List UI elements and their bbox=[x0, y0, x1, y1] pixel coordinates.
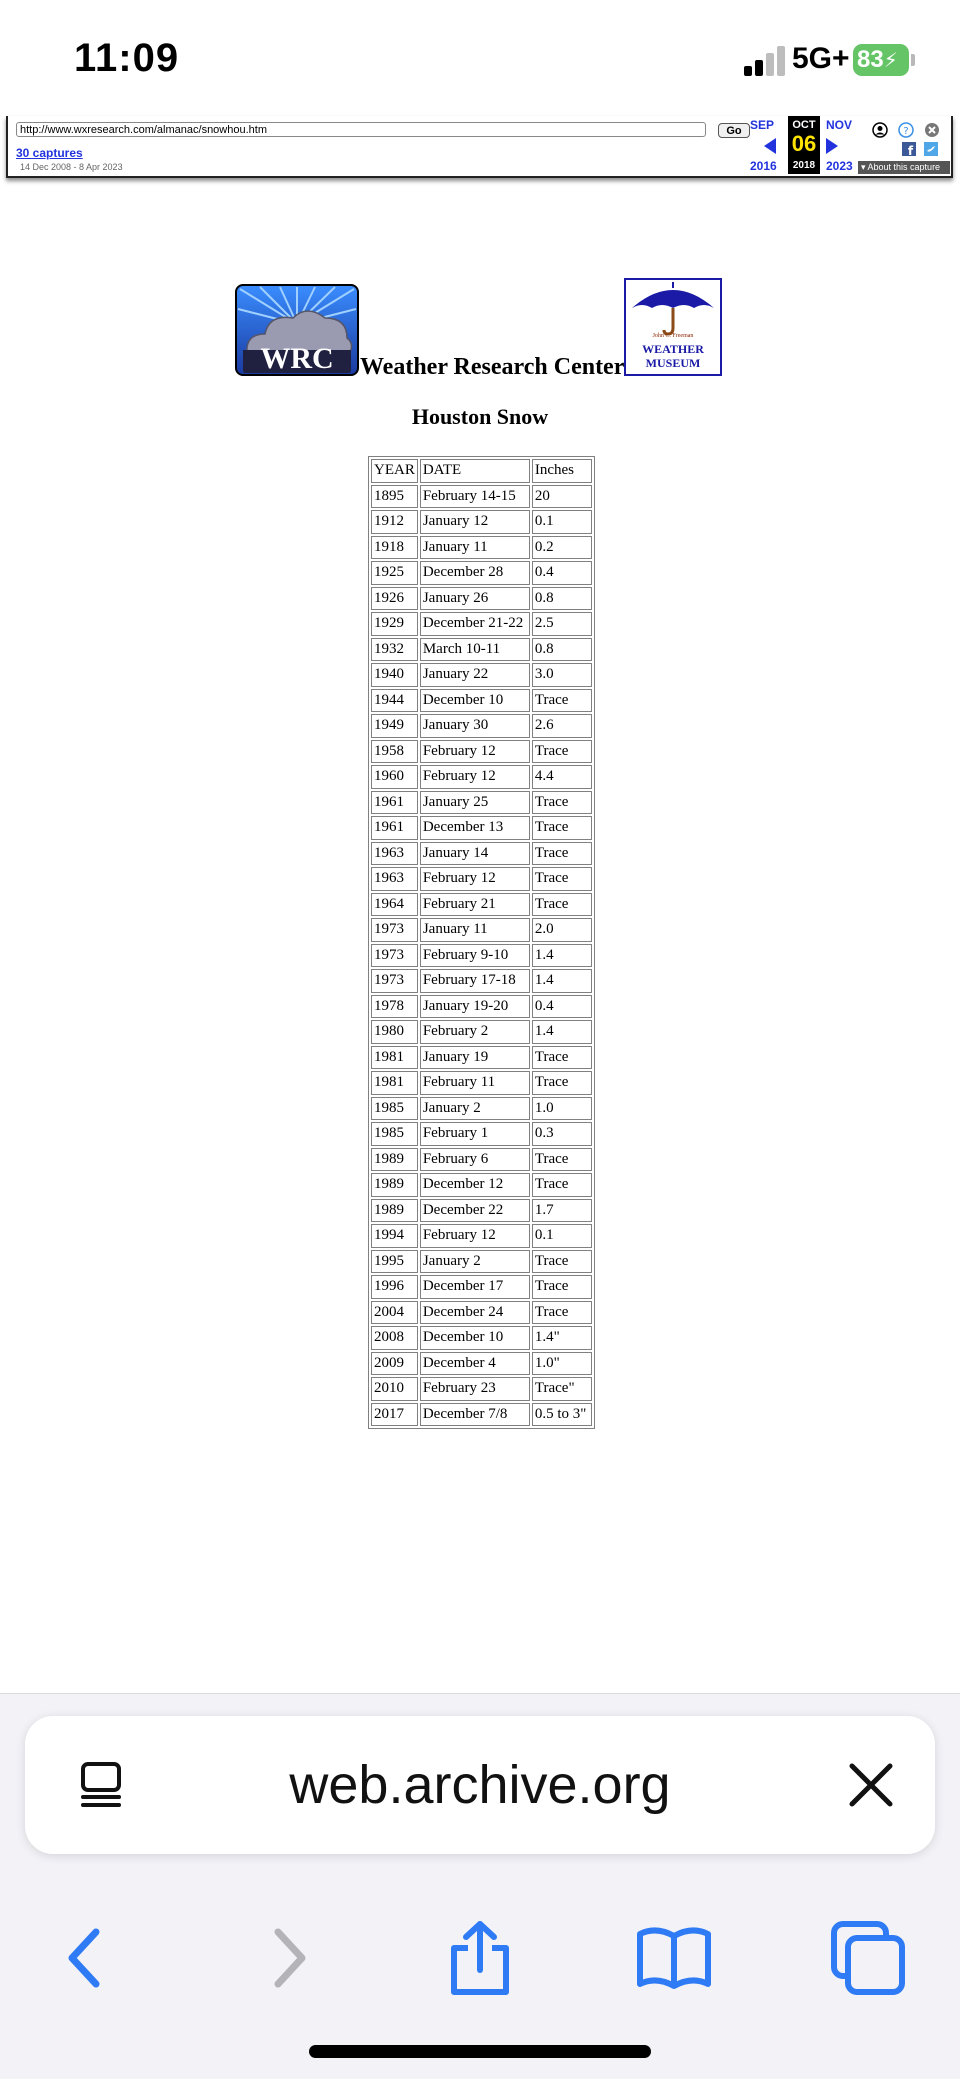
share-icon[interactable] bbox=[442, 1920, 518, 1996]
cell-date: February 21 bbox=[420, 893, 530, 917]
table-row bbox=[371, 944, 592, 968]
home-indicator bbox=[309, 2045, 651, 2058]
cell-date: February 23 bbox=[420, 1377, 530, 1401]
table-row bbox=[371, 536, 592, 560]
svg-text:f: f bbox=[907, 144, 914, 156]
cell-date: February 14-15 bbox=[420, 485, 530, 509]
cell-inches: Trace bbox=[532, 867, 592, 891]
cell-year: 1989 bbox=[371, 1199, 418, 1223]
battery-icon: 83⚡ bbox=[853, 44, 909, 76]
table-row bbox=[371, 485, 592, 509]
table-row bbox=[371, 1352, 592, 1376]
cell-year: 1961 bbox=[371, 816, 418, 840]
cell-year: 1989 bbox=[371, 1173, 418, 1197]
cell-date: December 10 bbox=[420, 689, 530, 713]
cell-date: January 22 bbox=[420, 663, 530, 687]
cell-inches: Trace bbox=[532, 893, 592, 917]
cell-year: 2009 bbox=[371, 1352, 418, 1376]
prev-capture-arrow-icon[interactable] bbox=[764, 138, 776, 154]
museum-logo-line2: MUSEUM bbox=[645, 356, 701, 370]
cell-date: February 12 bbox=[420, 765, 530, 789]
table-row bbox=[371, 561, 592, 585]
cell-year: 1989 bbox=[371, 1148, 418, 1172]
cellular-signal-icon bbox=[744, 46, 786, 76]
battery-tip bbox=[911, 54, 915, 66]
cell-inches: Trace bbox=[532, 689, 592, 713]
address-domain[interactable]: web.archive.org bbox=[289, 1755, 671, 1815]
next-capture-arrow-icon[interactable] bbox=[826, 138, 838, 154]
cell-year: 1994 bbox=[371, 1224, 418, 1248]
wayback-go-button[interactable]: Go bbox=[718, 123, 750, 138]
next-month-link[interactable]: NOV bbox=[826, 118, 853, 132]
table-row bbox=[371, 842, 592, 866]
network-type: 5G+ bbox=[792, 42, 850, 75]
header-date: DATE bbox=[420, 459, 530, 483]
cell-date: January 19-20 bbox=[420, 995, 530, 1019]
table-row bbox=[371, 1403, 592, 1427]
bookmarks-icon[interactable] bbox=[636, 1920, 712, 1996]
cell-inches: 20 bbox=[532, 485, 592, 509]
cell-year: 2004 bbox=[371, 1301, 418, 1325]
wrc-logo[interactable] bbox=[235, 284, 359, 376]
table-row bbox=[371, 1046, 592, 1070]
cell-year: 1926 bbox=[371, 587, 418, 611]
cell-date: December 10 bbox=[420, 1326, 530, 1350]
table-row bbox=[371, 1326, 592, 1350]
cell-date: December 22 bbox=[420, 1199, 530, 1223]
prev-year-link[interactable]: 2016 bbox=[750, 159, 777, 173]
cell-date: February 6 bbox=[420, 1148, 530, 1172]
cell-year: 1964 bbox=[371, 893, 418, 917]
cell-inches: 1.4 bbox=[532, 969, 592, 993]
wrc-logo-text: WRC bbox=[260, 342, 334, 375]
cell-date: February 12 bbox=[420, 867, 530, 891]
cell-date: December 7/8 bbox=[420, 1403, 530, 1427]
table-row bbox=[371, 918, 592, 942]
header-inches: Inches bbox=[532, 459, 592, 483]
back-icon[interactable] bbox=[48, 1920, 124, 1996]
cell-year: 1932 bbox=[371, 638, 418, 662]
cell-inches: 0.2 bbox=[532, 536, 592, 560]
cell-date: December 4 bbox=[420, 1352, 530, 1376]
cell-inches: 0.8 bbox=[532, 587, 592, 611]
table-row bbox=[371, 740, 592, 764]
cell-year: 1963 bbox=[371, 867, 418, 891]
cell-inches: Trace bbox=[532, 740, 592, 764]
twitter-icon[interactable] bbox=[924, 142, 938, 156]
cell-inches: 0.4 bbox=[532, 561, 592, 585]
cell-date: February 9-10 bbox=[420, 944, 530, 968]
cell-year: 1981 bbox=[371, 1046, 418, 1070]
museum-donor-text: John C. Freeman bbox=[652, 333, 694, 339]
table-header-row bbox=[371, 459, 592, 483]
table-row bbox=[371, 587, 592, 611]
cell-inches: 2.0 bbox=[532, 918, 592, 942]
cell-inches: 1.0" bbox=[532, 1352, 592, 1376]
cell-inches: Trace bbox=[532, 1148, 592, 1172]
table-row bbox=[371, 816, 592, 840]
cell-date: February 17-18 bbox=[420, 969, 530, 993]
cell-year: 1918 bbox=[371, 536, 418, 560]
cell-year: 1944 bbox=[371, 689, 418, 713]
cell-inches: Trace bbox=[532, 1301, 592, 1325]
help-icon[interactable] bbox=[898, 122, 914, 138]
address-bar[interactable] bbox=[25, 1716, 935, 1854]
close-toolbar-icon[interactable] bbox=[924, 122, 940, 138]
cell-year: 2010 bbox=[371, 1377, 418, 1401]
table-row bbox=[371, 1250, 592, 1274]
table-row bbox=[371, 638, 592, 662]
table-row bbox=[371, 1071, 592, 1095]
cell-year: 1940 bbox=[371, 663, 418, 687]
cell-inches: 1.4" bbox=[532, 1326, 592, 1350]
table-row bbox=[371, 689, 592, 713]
status-time: 11:09 bbox=[74, 36, 180, 80]
weather-museum-logo[interactable] bbox=[624, 278, 722, 376]
cell-date: January 11 bbox=[420, 918, 530, 942]
table-row bbox=[371, 1199, 592, 1223]
cell-year: 1925 bbox=[371, 561, 418, 585]
cell-inches: 1.7 bbox=[532, 1199, 592, 1223]
table-row bbox=[371, 1148, 592, 1172]
cell-date: December 24 bbox=[420, 1301, 530, 1325]
cell-inches: 2.6 bbox=[532, 714, 592, 738]
cell-year: 1973 bbox=[371, 969, 418, 993]
cell-year: 1963 bbox=[371, 842, 418, 866]
cell-year: 1949 bbox=[371, 714, 418, 738]
cell-inches: Trace bbox=[532, 1173, 592, 1197]
cell-year: 1895 bbox=[371, 485, 418, 509]
cell-date: December 21-22 bbox=[420, 612, 530, 636]
cell-date: January 2 bbox=[420, 1097, 530, 1121]
table-row bbox=[371, 1097, 592, 1121]
cell-inches: 0.1 bbox=[532, 510, 592, 534]
table-row bbox=[371, 1173, 592, 1197]
cell-year: 1985 bbox=[371, 1122, 418, 1146]
captures-link[interactable]: 30 captures bbox=[16, 146, 83, 160]
cell-year: 1985 bbox=[371, 1097, 418, 1121]
cell-inches: Trace bbox=[532, 1071, 592, 1095]
cell-date: December 12 bbox=[420, 1173, 530, 1197]
battery-level: 83 bbox=[857, 46, 884, 73]
cell-inches: 2.5 bbox=[532, 612, 592, 636]
cell-date: January 25 bbox=[420, 791, 530, 815]
table-row bbox=[371, 714, 592, 738]
houston-snow-table bbox=[368, 456, 595, 1429]
cell-inches: 0.3 bbox=[532, 1122, 592, 1146]
cell-inches: 0.4 bbox=[532, 995, 592, 1019]
cell-year: 1973 bbox=[371, 944, 418, 968]
close-icon[interactable] bbox=[846, 1760, 896, 1810]
cell-date: December 28 bbox=[420, 561, 530, 585]
wrc-logo-graphic bbox=[235, 284, 359, 376]
cell-inches: Trace" bbox=[532, 1377, 592, 1401]
table-row bbox=[371, 1377, 592, 1401]
cell-date: January 26 bbox=[420, 587, 530, 611]
cell-inches: 1.4 bbox=[532, 944, 592, 968]
table-row bbox=[371, 765, 592, 789]
cell-year: 1996 bbox=[371, 1275, 418, 1299]
cell-year: 1981 bbox=[371, 1071, 418, 1095]
cell-date: January 30 bbox=[420, 714, 530, 738]
cell-year: 2008 bbox=[371, 1326, 418, 1350]
cell-inches: 4.4 bbox=[532, 765, 592, 789]
cell-year: 1961 bbox=[371, 791, 418, 815]
cell-year: 1980 bbox=[371, 1020, 418, 1044]
cell-inches: 0.1 bbox=[532, 1224, 592, 1248]
user-account-icon[interactable] bbox=[872, 122, 888, 138]
cell-inches: Trace bbox=[532, 1046, 592, 1070]
cell-inches: Trace bbox=[532, 842, 592, 866]
svg-text:?: ? bbox=[903, 126, 909, 137]
table-row bbox=[371, 1122, 592, 1146]
cell-year: 1912 bbox=[371, 510, 418, 534]
wayback-url-input[interactable]: http://www.wxresearch.com/almanac/snowhou.htm bbox=[16, 122, 706, 137]
cell-date: February 12 bbox=[420, 740, 530, 764]
prev-month-link[interactable]: SEP bbox=[750, 118, 775, 132]
current-capture-date bbox=[788, 116, 820, 174]
tabs-icon[interactable] bbox=[830, 1920, 906, 1996]
cell-year: 2017 bbox=[371, 1403, 418, 1427]
cell-inches: 1.4 bbox=[532, 1020, 592, 1044]
status-bar bbox=[0, 0, 960, 115]
cell-inches: Trace bbox=[532, 816, 592, 840]
wayback-toolbar bbox=[6, 116, 953, 178]
cell-date: February 12 bbox=[420, 1224, 530, 1248]
cell-year: 1929 bbox=[371, 612, 418, 636]
forward-icon[interactable] bbox=[250, 1920, 326, 1996]
table-row bbox=[371, 1301, 592, 1325]
header-year: YEAR bbox=[371, 459, 418, 483]
cell-year: 1978 bbox=[371, 995, 418, 1019]
cell-date: December 13 bbox=[420, 816, 530, 840]
cell-inches: Trace bbox=[532, 1250, 592, 1274]
cell-inches: Trace bbox=[532, 1275, 592, 1299]
archived-page bbox=[0, 178, 960, 1693]
current-year: 2018 bbox=[792, 160, 816, 171]
table-row bbox=[371, 612, 592, 636]
site-title: Weather Research Center bbox=[360, 354, 625, 380]
cell-year: 1958 bbox=[371, 740, 418, 764]
cell-date: February 11 bbox=[420, 1071, 530, 1095]
cell-date: February 2 bbox=[420, 1020, 530, 1044]
cell-year: 1960 bbox=[371, 765, 418, 789]
table-row bbox=[371, 1020, 592, 1044]
cell-inches: 0.5 to 3" bbox=[532, 1403, 592, 1427]
safari-toolbar bbox=[0, 1693, 960, 2079]
next-year-link[interactable]: 2023 bbox=[826, 159, 853, 173]
page-title: Houston Snow bbox=[411, 404, 549, 429]
cell-date: January 11 bbox=[420, 536, 530, 560]
table-row bbox=[371, 510, 592, 534]
facebook-icon[interactable] bbox=[902, 142, 916, 156]
cell-year: 1973 bbox=[371, 918, 418, 942]
about-capture-button[interactable]: ▾ About this capture bbox=[858, 161, 950, 174]
current-day: 06 bbox=[791, 131, 817, 156]
table-row bbox=[371, 1224, 592, 1248]
capture-range: 14 Dec 2008 - 8 Apr 2023 bbox=[20, 162, 123, 172]
cell-inches: 3.0 bbox=[532, 663, 592, 687]
current-month: OCT bbox=[792, 119, 816, 131]
table-row bbox=[371, 893, 592, 917]
cell-inches: 0.8 bbox=[532, 638, 592, 662]
table-row bbox=[371, 1275, 592, 1299]
cell-year: 1995 bbox=[371, 1250, 418, 1274]
umbrella-icon bbox=[626, 280, 720, 340]
table-row bbox=[371, 791, 592, 815]
cell-date: January 19 bbox=[420, 1046, 530, 1070]
table-row bbox=[371, 663, 592, 687]
cell-date: December 17 bbox=[420, 1275, 530, 1299]
table-row bbox=[371, 969, 592, 993]
table-row bbox=[371, 995, 592, 1019]
cell-date: January 12 bbox=[420, 510, 530, 534]
cell-date: January 2 bbox=[420, 1250, 530, 1274]
table-row bbox=[371, 867, 592, 891]
cell-inches: Trace bbox=[532, 791, 592, 815]
cell-inches: 1.0 bbox=[532, 1097, 592, 1121]
cell-date: February 1 bbox=[420, 1122, 530, 1146]
museum-logo-line1: WEATHER bbox=[642, 342, 704, 356]
cell-date: March 10-11 bbox=[420, 638, 530, 662]
cell-date: January 14 bbox=[420, 842, 530, 866]
